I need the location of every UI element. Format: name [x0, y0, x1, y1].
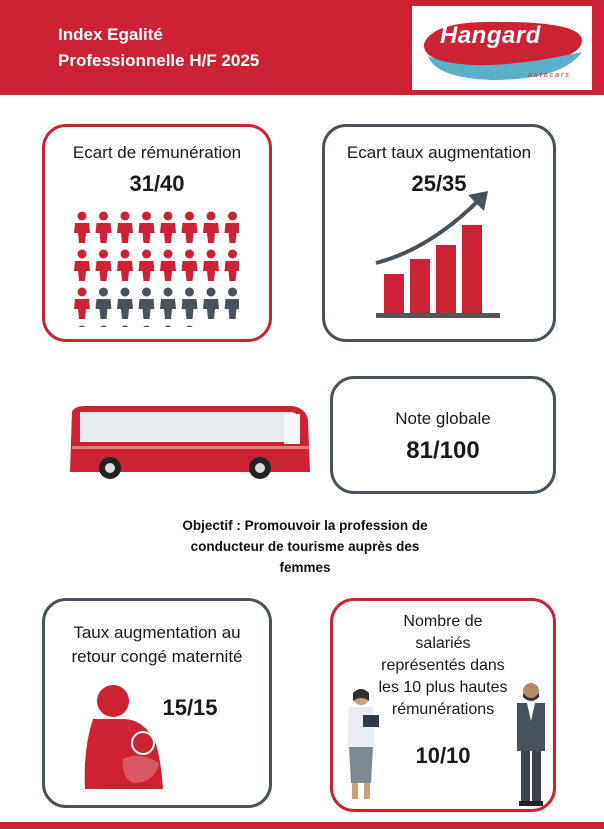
- maternity-label-line-1: Taux augmentation au: [73, 623, 241, 642]
- mother-child-icon: [63, 679, 173, 799]
- man-figure-icon: [225, 288, 240, 320]
- woman-figure-icon: [139, 212, 155, 244]
- maternity-label: [45, 621, 269, 669]
- objective-line-1: Objectif : Promouvoir la profession de: [182, 518, 428, 533]
- woman-figure-icon: [160, 250, 176, 282]
- businesswoman-icon: [341, 687, 381, 807]
- top-salaries-label-line-2: salariés: [415, 635, 471, 652]
- augmentation-label: Ecart taux augmentation: [346, 143, 532, 162]
- people-grid-icon: [67, 207, 239, 327]
- woman-figure-icon: [203, 212, 219, 244]
- top-salaries-label-line-5: rémunérations: [391, 701, 495, 718]
- man-figure-icon: [160, 288, 176, 320]
- header-banner: [0, 0, 604, 95]
- man-figure-icon: [96, 326, 112, 328]
- woman-figure-icon: [74, 250, 90, 282]
- woman-figure-icon: [117, 250, 133, 282]
- bar-1: [384, 274, 404, 314]
- man-figure-icon: [117, 288, 133, 320]
- man-figure-icon: [182, 288, 198, 320]
- top-salaries-label-line-1: Nombre de: [403, 613, 483, 630]
- man-figure-icon: [182, 326, 198, 328]
- woman-figure-icon: [117, 212, 133, 244]
- top-salaries-value: 10/10: [415, 743, 471, 768]
- top-salaries-card: [330, 598, 556, 812]
- woman-figure-icon: [139, 250, 155, 282]
- bar-3: [436, 245, 456, 314]
- woman-figure-icon: [160, 212, 176, 244]
- woman-figure-icon: [96, 212, 112, 244]
- remuneration-label: Ecart de rémunération: [72, 143, 242, 162]
- global-score-label: Note globale: [395, 409, 491, 428]
- maternity-value: 15/15: [162, 695, 218, 720]
- woman-figure-icon: [74, 212, 90, 244]
- woman-figure-icon: [182, 212, 198, 244]
- global-score-value: 81/100: [406, 437, 480, 464]
- man-figure-icon: [74, 326, 90, 328]
- woman-figure-icon: [225, 212, 240, 244]
- global-score-card: [330, 376, 556, 494]
- augmentation-card: [322, 124, 556, 342]
- man-figure-icon: [139, 288, 155, 320]
- objective-line-3: femmes: [279, 560, 331, 575]
- bar-4: [462, 225, 482, 314]
- page-title: [58, 22, 259, 74]
- woman-figure-icon: [182, 250, 198, 282]
- man-figure-icon: [139, 326, 155, 328]
- top-salaries-label-line-3: représentés dans: [381, 657, 505, 674]
- remuneration-card: [42, 124, 272, 342]
- objective-line-2: conducteur de tourisme auprès des: [190, 539, 420, 554]
- logo-subtext: autocars: [528, 72, 571, 79]
- growth-chart-icon: [370, 189, 510, 319]
- remuneration-value: 31/40: [129, 171, 185, 196]
- people-pictogram: [67, 207, 239, 327]
- woman-figure-icon: [225, 250, 240, 282]
- man-figure-icon: [203, 288, 219, 320]
- objective-text: [150, 515, 460, 578]
- woman-figure-icon: [74, 288, 90, 320]
- woman-figure-icon: [203, 250, 219, 282]
- man-figure-icon: [117, 326, 133, 328]
- chart-base: [376, 313, 500, 318]
- man-figure-icon: [96, 288, 112, 320]
- bottom-bar: [0, 822, 604, 829]
- title-line-1: Index Egalité: [58, 25, 163, 44]
- businessman-icon: [511, 681, 551, 809]
- augmentation-value: 25/35: [411, 171, 467, 196]
- maternity-label-line-2: retour congé maternité: [71, 647, 243, 666]
- hangard-logo: [412, 6, 592, 90]
- top-salaries-label-line-4: les 10 plus hautes: [378, 679, 508, 696]
- title-line-2: Professionnelle H/F 2025: [58, 51, 260, 70]
- logo-wordmark: Hangard: [440, 22, 541, 49]
- bar-2: [410, 259, 430, 314]
- woman-figure-icon: [96, 250, 112, 282]
- bus-icon: [66, 402, 316, 480]
- maternity-card: [42, 598, 272, 808]
- man-figure-icon: [160, 326, 176, 328]
